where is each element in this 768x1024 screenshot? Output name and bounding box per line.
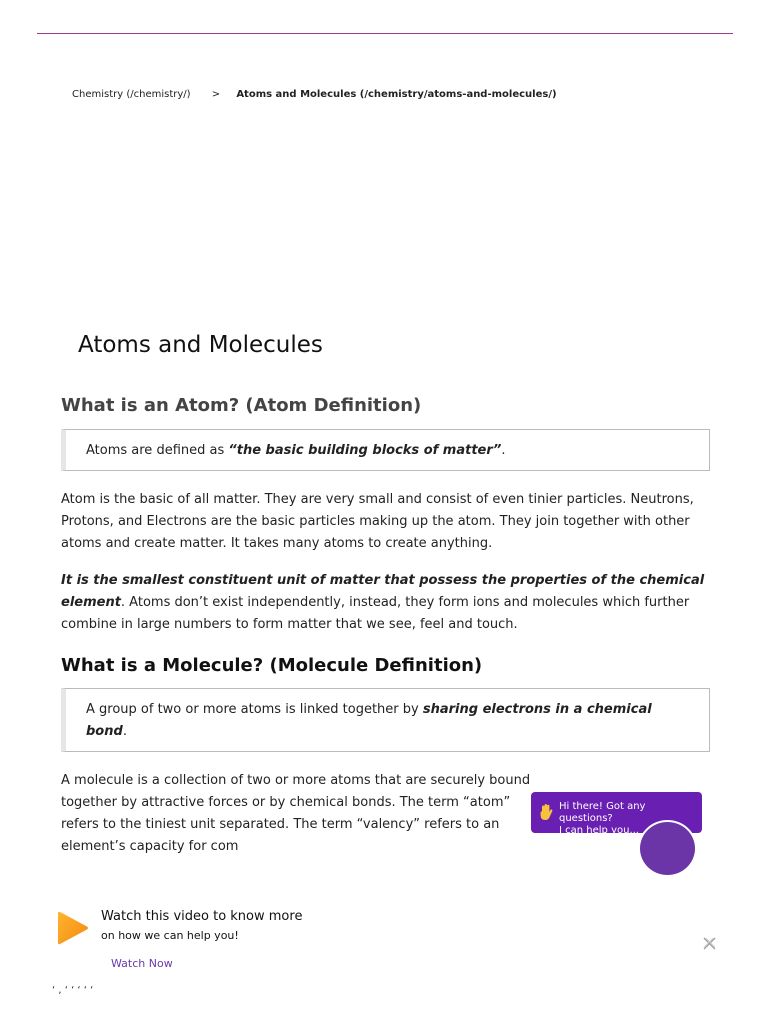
chat-greeting-line-1: Hi there! Got any questions? (559, 801, 646, 824)
watch-now-link[interactable]: Watch Now (111, 957, 173, 970)
molecule-definition-callout (61, 688, 710, 752)
atom-paragraph-2 (61, 570, 721, 636)
paragraph-lead: It is the smallest constituent unit of matter that possess the properties of the chemical element (61, 573, 705, 610)
breadcrumb-item-chemistry[interactable]: Chemistry (/chemistry/) (72, 89, 191, 100)
callout-emphasis: sharing electrons in a chemical bond (86, 702, 652, 739)
video-promo-subtitle: on how we can help you! (101, 929, 239, 942)
close-icon[interactable] (702, 936, 717, 951)
play-icon[interactable] (57, 910, 89, 946)
waving-hand-icon (538, 803, 554, 821)
breadcrumb-separator: > (211, 89, 221, 100)
video-promo-title: Watch this video to know more (101, 909, 303, 924)
atom-definition-callout (61, 429, 710, 471)
callout-text: . (122, 724, 127, 739)
atom-definition-heading: What is an Atom? (Atom Definition) (61, 395, 422, 416)
callout-text: Atoms are defined as (86, 443, 229, 458)
callout-emphasis: “the basic building blocks of matter” (228, 443, 502, 458)
clipped-footer-text: ‘ , ‘ ‘ ‘ ‘ ‘ (52, 985, 94, 996)
breadcrumb (72, 89, 557, 101)
atom-paragraph-1: Atom is the basic of all matter. They are very small and consist of even tinier particles. Neutrons, Protons, and Electrons are the basic particles making up the atom. They join together with other atoms and create matter. It takes many atoms to create anything. (61, 492, 694, 551)
callout-text: A group of two or more atoms is linked together by (86, 702, 423, 717)
header-divider (37, 33, 733, 34)
chat-greeting-line-2: I can help you... (559, 825, 639, 836)
molecule-paragraph-1: A molecule is a collection of two or more atoms that are securely bound together by attractive forces or by chemical bonds. The term “atom” refers to the tiniest unit separated. The term “valency” refers to an element’s capacity for com (61, 773, 531, 854)
callout-text: . (501, 443, 506, 458)
paragraph-text: . Atoms don’t exist independently, instead, they form ions and molecules which further combine in large numbers to form matter that we see, feel and touch. (61, 595, 690, 632)
breadcrumb-item-atoms-and-molecules[interactable]: Atoms and Molecules (/chemistry/atoms-and-molecules/) (236, 89, 557, 100)
chat-launcher-button[interactable] (638, 820, 697, 877)
molecule-definition-heading: What is a Molecule? (Molecule Definition) (61, 655, 483, 676)
page-title: Atoms and Molecules (78, 332, 323, 358)
